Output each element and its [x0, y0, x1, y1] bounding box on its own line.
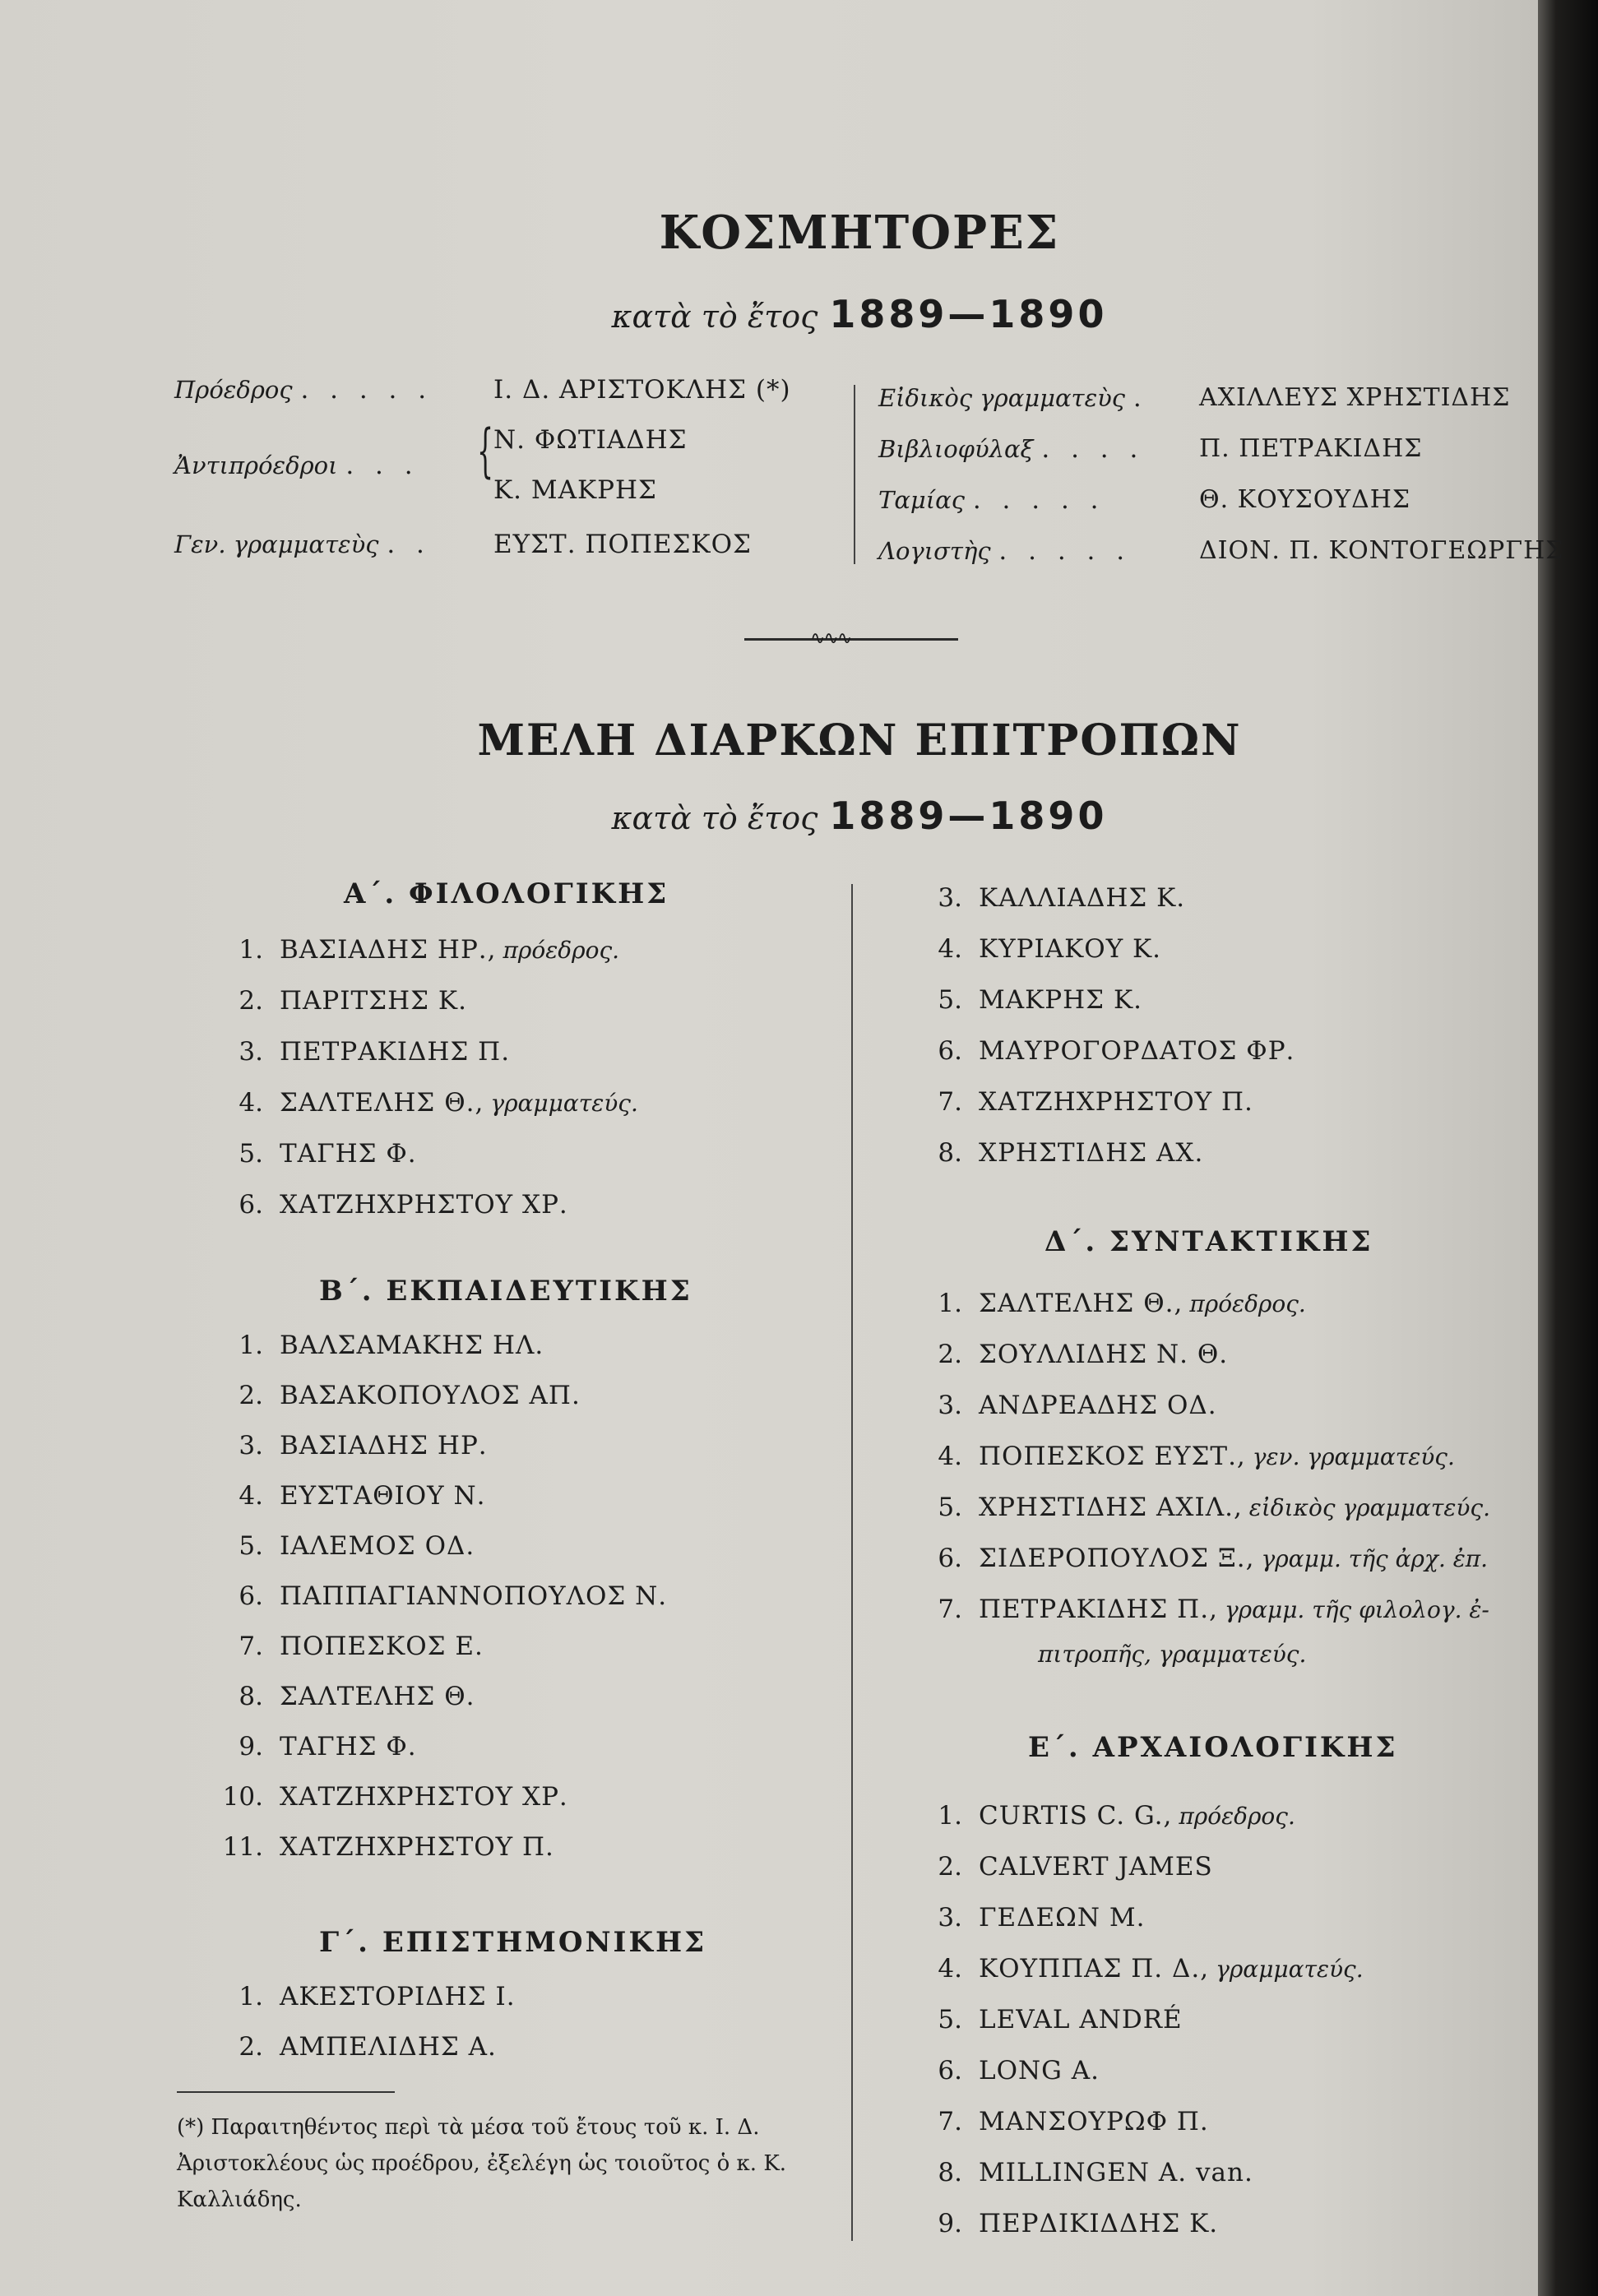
- member-number: 6.: [938, 1036, 962, 1066]
- member-number: 3.: [938, 1391, 962, 1420]
- committee-d-member: [905, 1544, 1488, 1573]
- member-number: 1.: [938, 1289, 962, 1318]
- member-number: 6.: [938, 2056, 962, 2085]
- member-name: CURTIS C. G.,: [979, 1801, 1173, 1831]
- committee-a-member: [206, 986, 467, 1016]
- member-number: 5.: [239, 1531, 263, 1561]
- officer-librarian-name: Π. ΠΕΤΡΑΚΙΔΗΣ: [1199, 434, 1423, 463]
- officer-accountant-name: ΔΙΟΝ. Π. ΚΟΝΤΟΓΕΩΡΓΗΣ: [1199, 536, 1564, 565]
- committees-year-prefix: κατὰ τὸ ἔτος: [611, 800, 818, 836]
- member-name: ΣΑΛΤΕΛΗΣ Θ.,: [979, 1289, 1183, 1318]
- officer-treasurer-name: Θ. ΚΟΥΣΟΥΔΗΣ: [1199, 485, 1411, 514]
- member-name: ΠΟΠΕΣΚΟΣ ΕΥΣΤ.,: [979, 1442, 1246, 1471]
- footnote-rule: [177, 2091, 395, 2093]
- member-number: 6.: [938, 1544, 962, 1573]
- member-name: ΤΑΓΗΣ Φ.: [280, 1139, 417, 1169]
- committee-e-member: [905, 2005, 1183, 2034]
- member-name: ΚΥΡΙΑΚΟΥ Κ.: [979, 934, 1162, 964]
- member-name: ΠΑΡΙΤΣΗΣ Κ.: [280, 986, 467, 1016]
- member-number: 2.: [239, 2032, 263, 2062]
- committee-d-member: [905, 1442, 1455, 1471]
- committee-c-member: [905, 934, 1161, 964]
- member-name: ΧΑΤΖΗΧΡΗΣΤΟΥ ΧΡ.: [280, 1782, 568, 1812]
- member-name: ΜΑΝΣΟΥΡΩΦ Π.: [979, 2107, 1209, 2136]
- committee-b-member: [206, 1632, 484, 1661]
- committees-year-line: [0, 794, 1598, 838]
- member-number: 6.: [239, 1581, 263, 1611]
- member-name: ΤΑΓΗΣ Φ.: [280, 1732, 417, 1761]
- officer-president: Πρόεδρος . . . . .: [174, 375, 433, 405]
- member-number: 6.: [239, 1190, 263, 1220]
- member-number: 7.: [938, 2107, 962, 2136]
- officer-general-secretary: Γεν. γραμματεὺς . .: [174, 530, 431, 559]
- member-name: MILLINGEN A. van.: [979, 2158, 1253, 2187]
- committee-c-heading: Γ΄. ΕΠΙΣΤΗΜΟΝΙΚΗΣ: [319, 1926, 707, 1959]
- member-role-note: γραμμ. τῆς φιλολογ. ἐ-: [1224, 1596, 1489, 1623]
- book-spine-shadow: [1538, 0, 1598, 2296]
- committee-b-member: [206, 1531, 475, 1561]
- member-name: LEVAL ANDRÉ: [979, 2005, 1183, 2034]
- member-number: 1.: [938, 1801, 962, 1831]
- member-number: 3.: [938, 1903, 962, 1933]
- officer-vice-presidents: Ἀντιπρόεδροι . . .: [174, 451, 419, 480]
- member-name: ΚΑΛΛΙΑΔΗΣ Κ.: [979, 883, 1186, 913]
- committee-b-member: [206, 1581, 667, 1611]
- member-role-note: εἰδικὸς γραμματεύς.: [1248, 1494, 1490, 1521]
- member-name: ΠΕΤΡΑΚΙΔΗΣ Π.: [280, 1037, 511, 1067]
- officer-president-name: Ι. Δ. ΑΡΙΣΤΟΚΛΗΣ (*): [493, 375, 791, 405]
- committee-d-member: [905, 1595, 1489, 1624]
- member-number: 7.: [239, 1632, 263, 1661]
- member-number: 4.: [938, 1442, 962, 1471]
- member-role-note: πρόεδρος.: [1179, 1803, 1295, 1830]
- committee-b-member: [206, 1832, 554, 1862]
- committee-e-member: [905, 2158, 1253, 2187]
- member-name: ΒΑΛΣΑΜΑΚΗΣ ΗΛ.: [280, 1331, 544, 1360]
- member-role-note: πρόεδρος.: [1189, 1290, 1306, 1317]
- committees-title: ΜΕΛΗ ΔΙΑΡΚΩΝ ΕΠΙΤΡΟΠΩΝ: [477, 715, 1242, 766]
- committee-b-member: [206, 1381, 581, 1410]
- deans-title: ΚΟΣΜΗΤΟΡΕΣ: [659, 206, 1060, 260]
- committee-b-member: [206, 1682, 475, 1711]
- member-number: 4.: [938, 934, 962, 964]
- member-number: 5.: [938, 1493, 962, 1522]
- member-name: ΣΟΥΛΛΙΔΗΣ Ν. Θ.: [979, 1340, 1229, 1369]
- member-role-note: πρόεδρος.: [503, 937, 620, 964]
- committee-d-member: [905, 1493, 1490, 1522]
- member-number: 8.: [938, 1138, 962, 1168]
- member-name: CALVERT JAMES: [979, 1852, 1213, 1882]
- member-number: 1.: [239, 1982, 263, 2011]
- member-number: 8.: [938, 2158, 962, 2187]
- member-name: ΧΑΤΖΗΧΡΗΣΤΟΥ ΧΡ.: [280, 1190, 568, 1220]
- committee-d-member: [905, 1340, 1228, 1369]
- member-number: 9.: [239, 1732, 263, 1761]
- member-name: ΒΑΣΙΑΔΗΣ ΗΡ.,: [280, 935, 497, 965]
- committee-e-member: [905, 2056, 1100, 2085]
- committee-e-member: [905, 1903, 1145, 1933]
- member-number: 2.: [938, 1340, 962, 1369]
- officer-vice-president-name-1: Ν. ΦΩΤΙΑΔΗΣ: [493, 425, 688, 455]
- deans-column-divider: [854, 385, 855, 564]
- member-name: ΧΡΗΣΤΙΔΗΣ ΑΧΙΛ.,: [979, 1493, 1243, 1522]
- member-number: 3.: [239, 1037, 263, 1067]
- member-name: LONG A.: [979, 2056, 1100, 2085]
- member-role-note: γραμματεύς.: [1216, 1956, 1364, 1983]
- member-number: 5.: [938, 985, 962, 1015]
- member-name: ΜΑΚΡΗΣ Κ.: [979, 985, 1142, 1015]
- committee-e-member: [905, 2107, 1209, 2136]
- member-name: ΧΡΗΣΤΙΔΗΣ ΑΧ.: [979, 1138, 1204, 1168]
- member-name: ΠΑΠΠΑΓΙΑΝΝΟΠΟΥΛΟΣ Ν.: [280, 1581, 668, 1611]
- committee-c-member: [905, 1138, 1203, 1168]
- committee-b-member: [206, 1732, 417, 1761]
- ornamental-divider: [744, 638, 958, 641]
- vice-president-brace: {: [477, 417, 494, 484]
- member-number: 9.: [938, 2209, 962, 2238]
- member-name: ΓΕΔΕΩΝ Μ.: [979, 1903, 1146, 1933]
- ornamental-divider-wave: ∿∿∿: [810, 628, 851, 649]
- member-name: ΣΑΛΤΕΛΗΣ Θ.,: [280, 1088, 484, 1118]
- member-number: 3.: [239, 1431, 263, 1460]
- member-number: 3.: [938, 883, 962, 913]
- member-name: ΠΟΠΕΣΚΟΣ Ε.: [280, 1632, 484, 1661]
- committee-d-continuation: πιτροπῆς, γραμματεύς.: [1038, 1641, 1307, 1668]
- member-number: 5.: [938, 2005, 962, 2034]
- deans-year: 1889—1890: [829, 292, 1108, 336]
- member-name: ΑΚΕΣΤΟΡΙΔΗΣ Ι.: [280, 1982, 516, 2011]
- committee-a-member: [206, 1139, 417, 1169]
- member-number: 4.: [239, 1088, 263, 1118]
- footnote: (*) Παραιτηθέντος περὶ τὰ μέσα τοῦ ἔτους τοῦ κ. Ι. Δ. Ἀριστοκλέους ὡς προέδρου, ἐξελέγη ὡς τοιοῦτος ὁ κ. Κ. Καλλιάδης.: [177, 2115, 787, 2212]
- member-number: 2.: [938, 1852, 962, 1882]
- committee-d-member: [905, 1289, 1306, 1318]
- member-number: 4.: [239, 1481, 263, 1511]
- committee-c-member: [206, 2032, 497, 2062]
- deans-year-line: [0, 292, 1598, 336]
- committees-year: 1889—1890: [829, 794, 1108, 838]
- deans-year-prefix: κατὰ τὸ ἔτος: [611, 299, 818, 335]
- member-name: ΣΙΔΕΡΟΠΟΥΛΟΣ Ξ.,: [979, 1544, 1255, 1573]
- committee-e-member: [905, 1852, 1213, 1882]
- committee-a-member: [206, 1037, 510, 1067]
- member-role-note: γραμματεύς.: [490, 1090, 638, 1117]
- member-number: 4.: [938, 1954, 962, 1984]
- committee-a-member: [206, 935, 619, 965]
- member-name: ΙΑΛΕΜΟΣ ΟΔ.: [280, 1531, 475, 1561]
- member-number: 1.: [239, 935, 263, 965]
- officer-treasurer: Ταμίας . . . . .: [878, 485, 1105, 515]
- officer-vice-president-name-2: Κ. ΜΑΚΡΗΣ: [493, 475, 657, 505]
- member-name: ΧΑΤΖΗΧΡΗΣΤΟΥ Π.: [280, 1832, 554, 1862]
- officer-general-secretary-name: ΕΥΣΤ. ΠΟΠΕΣΚΟΣ: [493, 530, 752, 559]
- committee-a-member: [206, 1190, 568, 1220]
- committee-c-member: [905, 883, 1185, 913]
- committee-d-heading: Δ΄. ΣΥΝΤΑΚΤΙΚΗΣ: [1044, 1225, 1373, 1258]
- committee-b-heading: Β΄. ΕΚΠΑΙΔΕΥΤΙΚΗΣ: [319, 1275, 692, 1308]
- committee-c-member: [905, 985, 1142, 1015]
- member-name: ΒΑΣΑΚΟΠΟΥΛΟΣ ΑΠ.: [280, 1381, 581, 1410]
- member-name: ΒΑΣΙΑΔΗΣ ΗΡ.: [280, 1431, 488, 1460]
- committees-column-divider: [851, 884, 853, 2241]
- member-name: ΠΕΤΡΑΚΙΔΗΣ Π.,: [979, 1595, 1218, 1624]
- member-name: ΜΑΥΡΟΓΟΡΔΑΤΟΣ ΦΡ.: [979, 1036, 1295, 1066]
- committee-e-heading: Ε΄. ΑΡΧΑΙΟΛΟΓΙΚΗΣ: [1028, 1731, 1398, 1764]
- member-role-note: γεν. γραμματεύς.: [1252, 1443, 1455, 1470]
- committee-a-heading: Α΄. ΦΙΛΟΛΟΓΙΚΗΣ: [344, 877, 669, 910]
- member-number: 7.: [938, 1087, 962, 1117]
- officer-accountant: Λογιστὴς . . . . .: [878, 536, 1132, 566]
- member-number: 11.: [222, 1832, 263, 1862]
- committee-c-member: [905, 1087, 1253, 1117]
- committee-c-member: [206, 1982, 516, 2011]
- committee-b-member: [206, 1431, 488, 1460]
- officer-librarian: Βιβλιοφύλαξ . . . .: [878, 434, 1145, 464]
- member-number: 10.: [222, 1782, 263, 1812]
- member-name: ΑΜΠΕΛΙΔΗΣ Α.: [280, 2032, 497, 2062]
- officer-special-secretary: Εἰδικὸς γραμματεὺς .: [878, 383, 1148, 413]
- member-name: ΚΟΥΠΠΑΣ Π. Δ.,: [979, 1954, 1210, 1984]
- member-number: 2.: [239, 1381, 263, 1410]
- committee-b-member: [206, 1782, 568, 1812]
- committee-d-member: [905, 1391, 1217, 1420]
- member-name: ΧΑΤΖΗΧΡΗΣΤΟΥ Π.: [979, 1087, 1253, 1117]
- member-number: 5.: [239, 1139, 263, 1169]
- committee-e-member: [905, 1801, 1295, 1831]
- member-number: 1.: [239, 1331, 263, 1360]
- committee-b-member: [206, 1481, 485, 1511]
- officer-special-secretary-name: ΑΧΙΛΛΕΥΣ ΧΡΗΣΤΙΔΗΣ: [1199, 383, 1511, 412]
- member-role-note: γραμμ. τῆς ἀρχ. ἐπ.: [1261, 1545, 1489, 1572]
- member-name: ΠΕΡΔΙΚΙΔΔΗΣ Κ.: [979, 2209, 1219, 2238]
- member-number: 2.: [239, 986, 263, 1016]
- member-name: ΕΥΣΤΑΘΙΟΥ Ν.: [280, 1481, 486, 1511]
- member-number: 7.: [938, 1595, 962, 1624]
- member-name: ΑΝΔΡΕΑΔΗΣ ΟΔ.: [979, 1391, 1217, 1420]
- committee-a-member: [206, 1088, 638, 1118]
- committee-e-member: [905, 2209, 1218, 2238]
- committee-b-member: [206, 1331, 544, 1360]
- member-number: 8.: [239, 1682, 263, 1711]
- committee-c-member: [905, 1036, 1295, 1066]
- committee-e-member: [905, 1954, 1364, 1984]
- member-name: ΣΑΛΤΕΛΗΣ Θ.: [280, 1682, 475, 1711]
